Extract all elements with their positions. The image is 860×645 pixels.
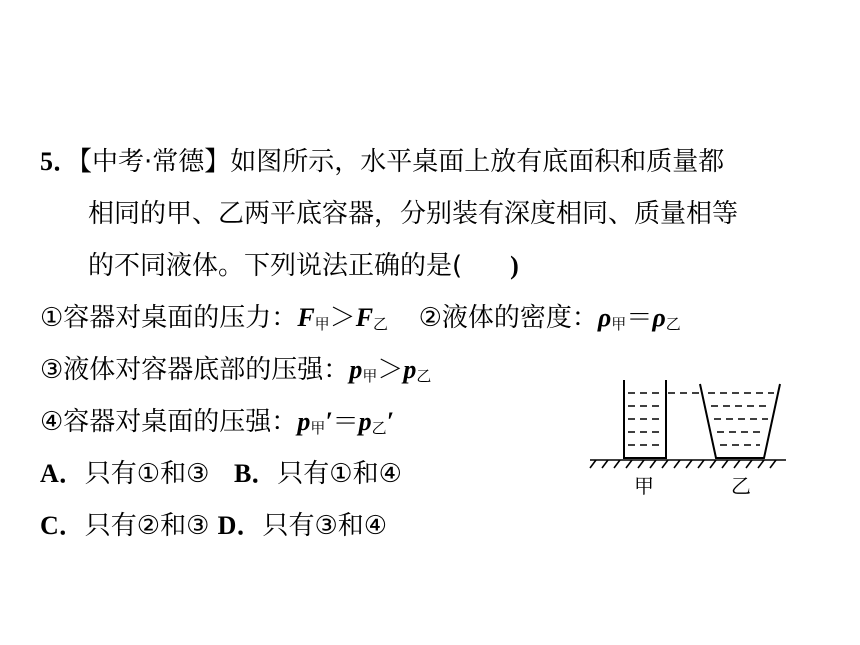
label-jia: 甲 bbox=[634, 474, 654, 498]
statement-4-label: ④容器对桌面的压强： bbox=[40, 407, 298, 437]
subscript-yi: 乙 bbox=[371, 419, 387, 437]
question-line-3 bbox=[88, 248, 519, 284]
statement-4-line bbox=[40, 404, 394, 446]
subscript-yi: 乙 bbox=[416, 367, 432, 385]
equals: ＝ bbox=[332, 407, 359, 437]
statement-3-label: ③液体对容器底部的压强： bbox=[40, 355, 350, 385]
question-line-1 bbox=[40, 144, 724, 180]
subscript-jia: 甲 bbox=[314, 315, 330, 333]
subscript-jia: 甲 bbox=[310, 419, 326, 437]
greater-than: ＞ bbox=[329, 303, 356, 333]
greater-than: ＞ bbox=[377, 355, 404, 385]
options-ab-line bbox=[40, 456, 402, 492]
statement-2-label: ②液体的密度： bbox=[418, 303, 598, 333]
container-yi bbox=[700, 384, 780, 458]
question-line-2 bbox=[88, 196, 738, 232]
prime-mark-2: ′ bbox=[386, 407, 394, 436]
option-c-letter: C． bbox=[40, 511, 85, 540]
pressure-symbol-2: p bbox=[403, 355, 417, 384]
prime-mark: ′ bbox=[325, 407, 333, 436]
question-stem-3: 的不同液体。下列说法正确的是( bbox=[88, 251, 463, 281]
subscript-jia: 甲 bbox=[611, 315, 627, 333]
liquid-jia bbox=[628, 393, 662, 445]
statement-1-2-line bbox=[40, 300, 681, 342]
option-b-letter: B． bbox=[233, 459, 278, 488]
option-b-text: 只有①和④ bbox=[277, 459, 402, 489]
options-cd-line bbox=[40, 508, 387, 544]
containers-figure bbox=[588, 372, 788, 502]
force-symbol-2: F bbox=[355, 303, 374, 332]
pressure-symbol-2: p bbox=[358, 407, 372, 436]
option-a-letter: A． bbox=[40, 459, 85, 488]
pressure-symbol: p bbox=[297, 407, 311, 436]
question-stem-1: 如图所示，水平桌面上放有底面积和质量都 bbox=[230, 147, 725, 177]
option-a-text: 只有①和③ bbox=[84, 459, 210, 489]
equals: ＝ bbox=[626, 303, 653, 333]
density-symbol-2: ρ bbox=[652, 303, 666, 332]
option-c-text: 只有②和③ bbox=[84, 511, 210, 541]
table-surface bbox=[590, 460, 786, 468]
question-source: 【中考·常德】 bbox=[79, 147, 231, 177]
liquid-yi bbox=[708, 393, 774, 445]
option-d-letter: D． bbox=[217, 511, 263, 540]
pressure-symbol: p bbox=[349, 355, 363, 384]
density-symbol: ρ bbox=[597, 303, 612, 332]
subscript-jia: 甲 bbox=[362, 367, 378, 385]
label-yi: 乙 bbox=[731, 474, 751, 498]
option-d-text: 只有③和④ bbox=[262, 511, 388, 541]
force-symbol: F bbox=[297, 303, 315, 332]
statement-3-line bbox=[40, 352, 431, 394]
question-stem-2: 相同的甲、乙两平底容器，分别装有深度相同、质量相等 bbox=[88, 199, 739, 229]
subscript-yi: 乙 bbox=[665, 315, 681, 333]
statement-1-label: ①容器对桌面的压力： bbox=[40, 303, 298, 333]
subscript-yi: 乙 bbox=[373, 315, 389, 333]
question-number: 5． bbox=[40, 147, 80, 176]
question-stem-close: ) bbox=[510, 251, 519, 280]
